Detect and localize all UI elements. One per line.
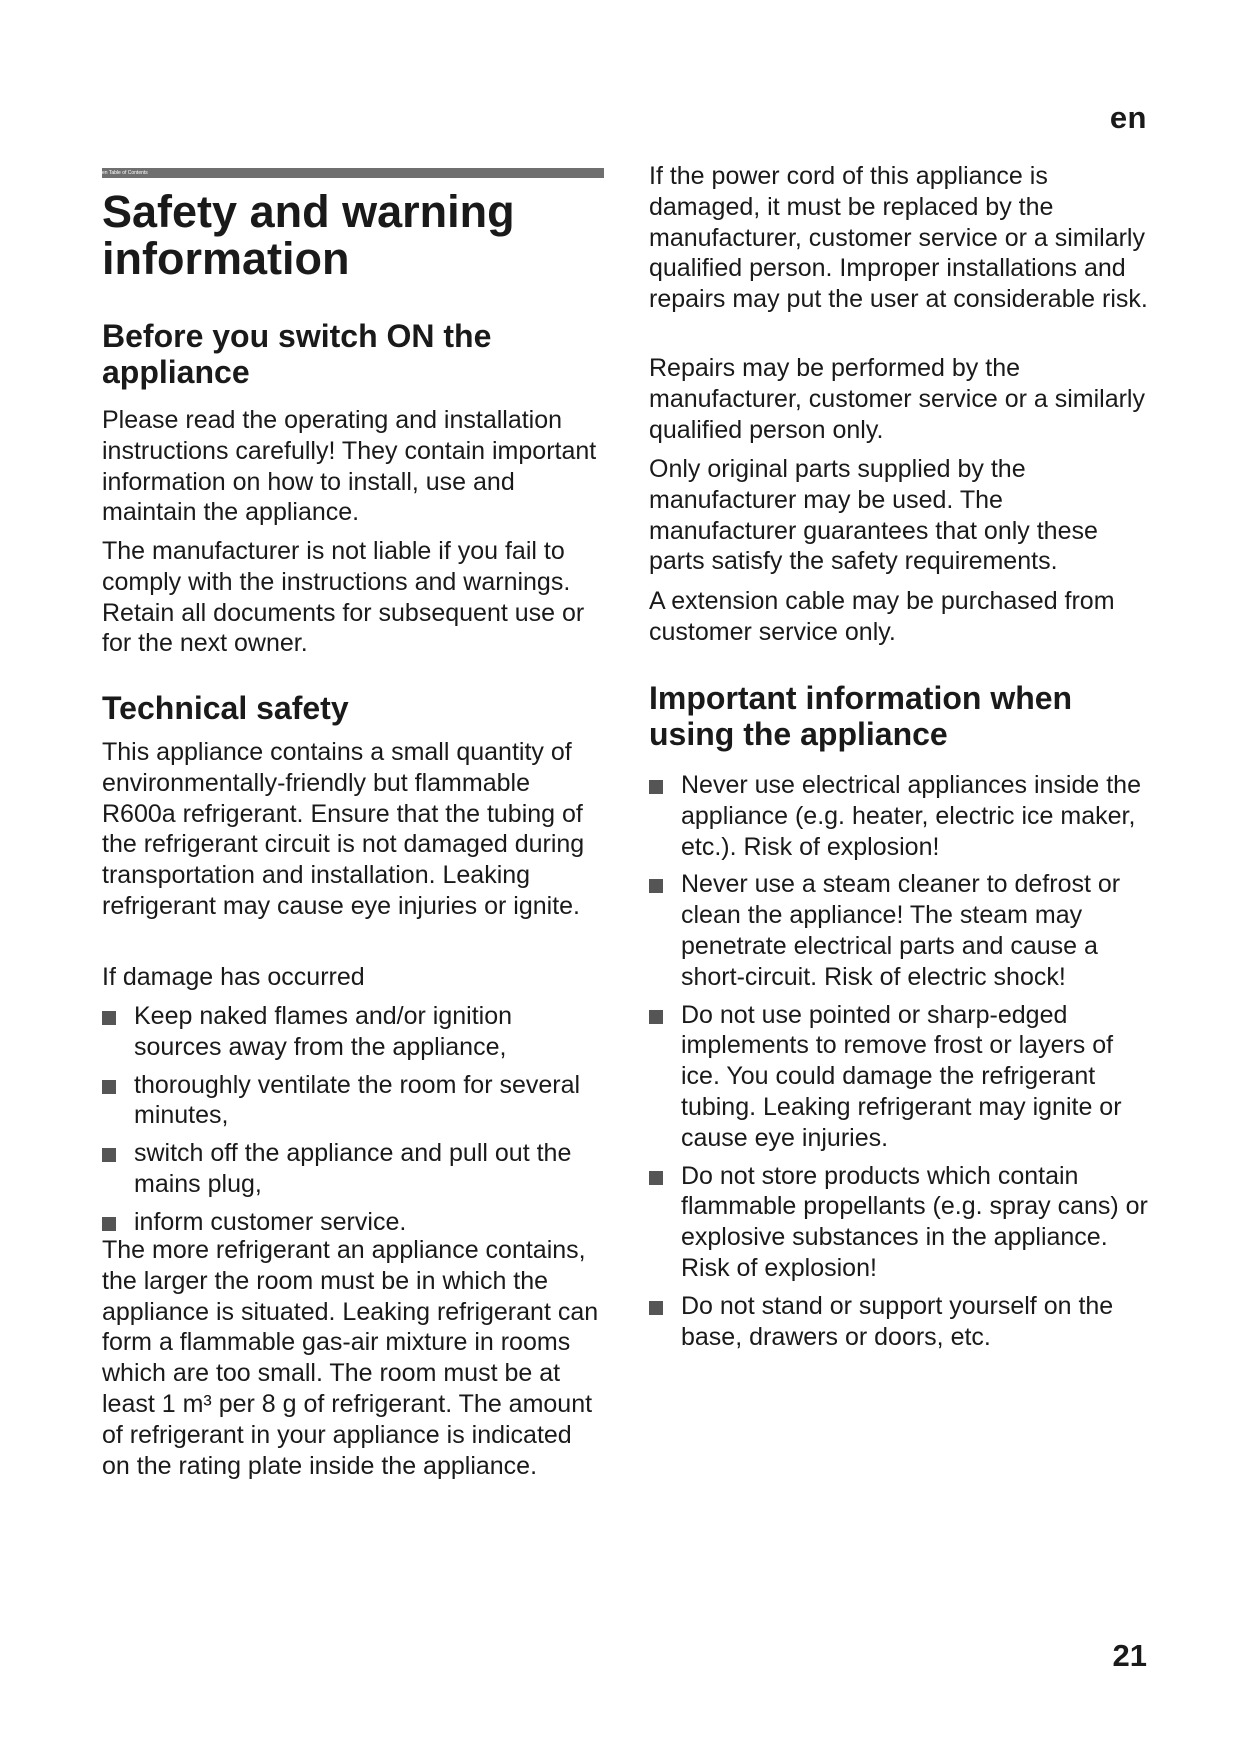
important-info-heading: Important information when using the appliance [649, 680, 1073, 752]
damage-occurred-text: If damage has occurred [102, 963, 365, 991]
technical-paragraph-3: The more refrigerant an appliance contains, the larger the room must be in which the appliance is situated. Leaking refrigerant can form a flammable gas-air mixture in rooms which are too small. The room must be at least 1 m³ per 8 g of refrigerant. The amount of refrigerant in your appliance is indicated on the rating plate inside the appliance. [102, 1236, 599, 1480]
technical-paragraph-1: This appliance contains a small quantity of environmentally-friendly but flammable R600a refrigerant. Ensure that the tubing of the refrigerant circuit is not damaged during transportation and installation. Leaking refrigerant may cause eye injuries or ignite. [102, 738, 585, 920]
list-item: Do not stand or support yourself on the base, drawers or doors, etc. [649, 1291, 1154, 1353]
list-item: inform customer service. [102, 1207, 582, 1238]
extension-cable-paragraph: A extension cable may be purchased from customer service only. [649, 587, 1115, 646]
bullet-square-icon [649, 1171, 663, 1185]
original-parts-paragraph: Only original parts supplied by the manufacturer may be used. The manufacturer guarantees that only these parts satisfy the safety requirements. [649, 455, 1098, 576]
toc-link[interactable]: en Table of Contents [102, 170, 148, 176]
list-item: Do not store products which contain flammable propellants (e.g. spray cans) or explosive substances in the appliance. Risk of explosion! [649, 1161, 1154, 1284]
page-title: Safety and warning information [102, 186, 515, 284]
bullet-square-icon [102, 1217, 116, 1231]
bullet-square-icon [649, 780, 663, 794]
bullet-square-icon [649, 1301, 663, 1315]
before-switch-on-heading: Before you switch ON the appliance [102, 318, 492, 390]
page-number: 21 [1112, 1638, 1147, 1673]
before-paragraph-1: Please read the operating and installation instructions carefully! They contain important information on how to install, use and maintain the appliance. [102, 406, 597, 527]
important-info-list [649, 770, 1154, 1352]
bullet-square-icon [102, 1148, 116, 1162]
bullet-square-icon [102, 1011, 116, 1025]
technical-safety-heading: Technical safety [102, 690, 349, 726]
list-item: Never use electrical appliances inside the appliance (e.g. heater, electric ice maker, etc.). Risk of explosion! [649, 770, 1154, 862]
bullet-square-icon [102, 1080, 116, 1094]
bullet-square-icon [649, 879, 663, 893]
list-item: Keep naked flames and/or ignition sources away from the appliance, [102, 1001, 582, 1063]
list-item: switch off the appliance and pull out the mains plug, [102, 1138, 582, 1200]
language-code: en [1109, 100, 1147, 135]
before-paragraph-2: The manufacturer is not liable if you fail to comply with the instructions and warnings. Retain all documents for subsequent use or for the next owner. [102, 537, 585, 658]
bullet-square-icon [649, 1010, 663, 1024]
repairs-paragraph: Repairs may be performed by the manufacturer, customer service or a similarly qualified person only. [649, 354, 1145, 444]
list-item: Do not use pointed or sharp-edged implements to remove frost or layers of ice. You could damage the refrigerant tubing. Leaking refrigerant may ignite or cause eye injuries. [649, 1000, 1154, 1154]
power-cord-paragraph: If the power cord of this appliance is damaged, it must be replaced by the manufacturer, customer service or a similarly qualified person. Improper installations and repairs may put the user at considerable risk. [649, 162, 1148, 314]
list-item: thoroughly ventilate the room for several minutes, [102, 1070, 582, 1132]
list-item: Never use a steam cleaner to defrost or clean the appliance! The steam may penetrate electrical parts and cause a short-circuit. Risk of electric shock! [649, 869, 1154, 992]
damage-steps-list [102, 1001, 582, 1238]
section-rule [102, 168, 604, 178]
